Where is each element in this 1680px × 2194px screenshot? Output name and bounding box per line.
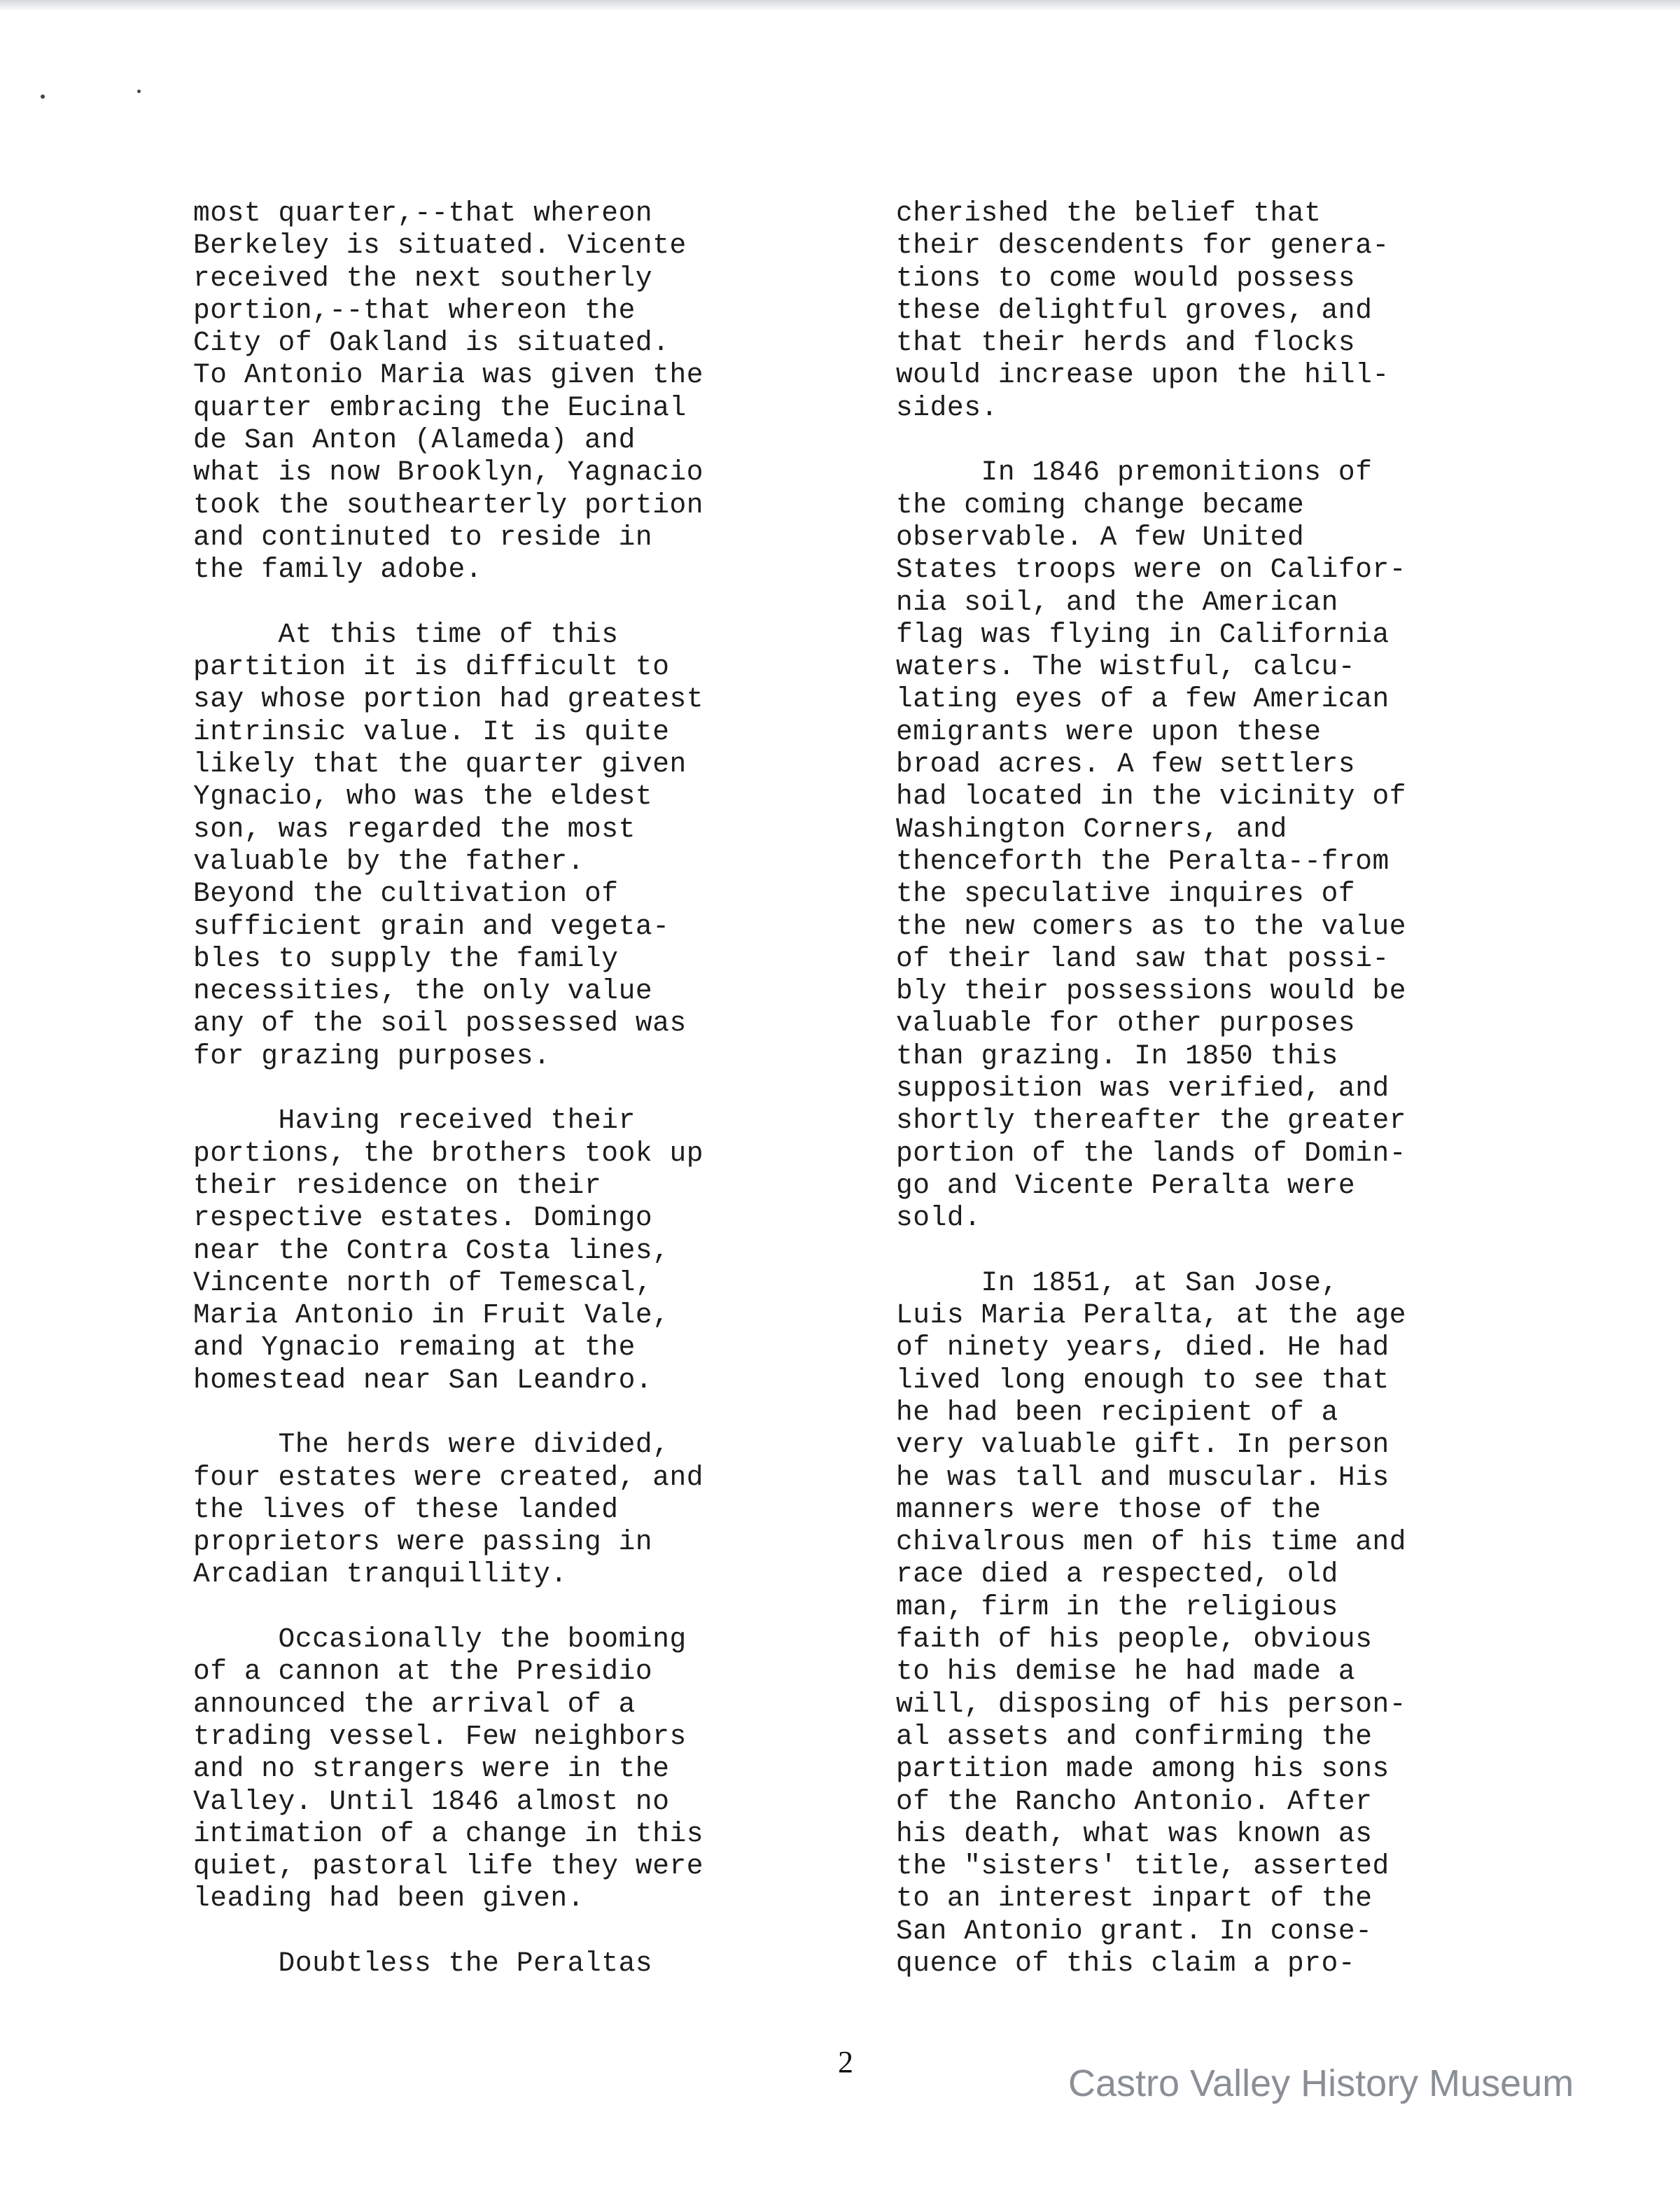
- text-line: Vincente north of Temescal,: [193, 1266, 653, 1299]
- paragraph-gap: [193, 1591, 798, 1623]
- text-line: say whose portion had greatest: [193, 683, 704, 715]
- text-line: will, disposing of his person-: [896, 1688, 1407, 1720]
- text-line: trading vessel. Few neighbors: [193, 1720, 687, 1752]
- paragraph-gap: [896, 1235, 1501, 1267]
- text-line: likely that the quarter given: [193, 748, 687, 781]
- text-line: any of the soil possessed was: [193, 1007, 687, 1040]
- paragraph-gap: [193, 587, 798, 619]
- text-line: flag was flying in California: [896, 618, 1390, 650]
- text-line: bles to supply the family: [193, 942, 619, 974]
- text-line: the lives of these landed: [193, 1493, 619, 1525]
- text-line: necessities, the only value: [193, 975, 653, 1007]
- text-line: Doubtless the Peraltas: [193, 1948, 653, 1980]
- text-line: his death, what was known as: [896, 1817, 1373, 1850]
- text-line: observable. A few United: [896, 521, 1305, 553]
- text-line: the "sisters' title, asserted: [896, 1850, 1390, 1882]
- text-line: announced the arrival of a: [193, 1688, 636, 1720]
- text-line: quarter embracing the Eucinal: [193, 391, 687, 424]
- text-line: faith of his people, obvious: [896, 1623, 1373, 1656]
- text-line: son, was regarded the most: [193, 813, 636, 845]
- text-line: Occasionally the booming: [193, 1623, 687, 1656]
- text-line: portion,--that whereon the: [193, 294, 636, 326]
- text-line: Ygnacio, who was the eldest: [193, 781, 653, 813]
- text-line: lived long enough to see that: [896, 1364, 1390, 1396]
- text-line: valuable by the father.: [193, 845, 584, 877]
- scan-top-edge: [0, 0, 1680, 11]
- text-line: he was tall and muscular. His: [896, 1461, 1390, 1493]
- text-line: Maria Antonio in Fruit Vale,: [193, 1299, 670, 1332]
- text-line: to an interest inpart of the: [896, 1882, 1373, 1915]
- page-number: 2: [838, 2045, 853, 2079]
- text-line: four estates were created, and: [193, 1461, 704, 1493]
- text-line: for grazing purposes.: [193, 1040, 551, 1072]
- text-line: Arcadian tranquillity.: [193, 1558, 568, 1591]
- text-line: de San Anton (Alameda) and: [193, 424, 636, 456]
- text-line: emigrants were upon these: [896, 715, 1322, 748]
- text-line: go and Vicente Peralta were: [896, 1169, 1356, 1201]
- text-line: Beyond the cultivation of: [193, 878, 619, 910]
- text-line: than grazing. In 1850 this: [896, 1040, 1338, 1072]
- text-line: portions, the brothers took up: [193, 1137, 704, 1169]
- text-line: the new comers as to the value: [896, 910, 1407, 942]
- text-line: of their land saw that possi-: [896, 942, 1390, 974]
- text-line: sufficient grain and vegeta-: [193, 910, 670, 942]
- text-line: In 1846 premonitions of: [896, 456, 1373, 489]
- text-line: partition it is difficult to: [193, 651, 670, 683]
- text-line: broad acres. A few settlers: [896, 748, 1356, 781]
- text-line: cherished the belief that: [896, 197, 1322, 229]
- text-line: The herds were divided,: [193, 1429, 670, 1461]
- left-column: [193, 197, 798, 1980]
- text-line: homestead near San Leandro.: [193, 1364, 653, 1396]
- text-line: portion of the lands of Domin-: [896, 1137, 1407, 1169]
- text-line: man, firm in the religious: [896, 1591, 1338, 1623]
- text-line: San Antonio grant. In conse-: [896, 1915, 1373, 1947]
- text-line: would increase upon the hill-: [896, 359, 1390, 391]
- text-line: manners were those of the: [896, 1493, 1322, 1525]
- text-line: In 1851, at San Jose,: [896, 1266, 1338, 1299]
- text-line: received the next southerly: [193, 262, 653, 294]
- text-line: he had been recipient of a: [896, 1396, 1338, 1428]
- text-line: Berkeley is situated. Vicente: [193, 230, 687, 262]
- text-line: intrinsic value. It is quite: [193, 715, 670, 748]
- text-line: had located in the vicinity of: [896, 781, 1407, 813]
- text-line: these delightful groves, and: [896, 294, 1373, 326]
- paragraph-gap: [193, 1915, 798, 1948]
- right-column: [896, 197, 1501, 1980]
- scan-speck: [41, 95, 45, 99]
- text-line: leading had been given.: [193, 1882, 584, 1915]
- text-line: sides.: [896, 391, 998, 424]
- text-line: that their herds and flocks: [896, 327, 1356, 359]
- paragraph-gap: [193, 1072, 798, 1105]
- text-line: intimation of a change in this: [193, 1817, 704, 1850]
- text-line: and continuted to reside in: [193, 521, 653, 553]
- text-line: the speculative inquires of: [896, 878, 1356, 910]
- text-line: Valley. Until 1846 almost no: [193, 1785, 670, 1817]
- text-line: very valuable gift. In person: [896, 1429, 1390, 1461]
- text-line: respective estates. Domingo: [193, 1202, 653, 1234]
- text-line: Luis Maria Peralta, at the age: [896, 1299, 1407, 1332]
- text-line: lating eyes of a few American: [896, 683, 1390, 715]
- text-line: partition made among his sons: [896, 1753, 1390, 1785]
- text-line: bly their possessions would be: [896, 975, 1407, 1007]
- paragraph-gap: [193, 1397, 798, 1429]
- text-line: supposition was verified, and: [896, 1072, 1390, 1105]
- text-line: quence of this claim a pro-: [896, 1948, 1356, 1980]
- text-line: near the Contra Costa lines,: [193, 1234, 670, 1266]
- text-line: At this time of this: [193, 618, 619, 650]
- text-line: of a cannon at the Presidio: [193, 1656, 653, 1688]
- text-line: nia soil, and the American: [896, 586, 1338, 618]
- text-line: the family adobe.: [193, 554, 483, 586]
- text-line: waters. The wistful, calcu-: [896, 651, 1356, 683]
- text-line: chivalrous men of his time and: [896, 1526, 1407, 1558]
- text-line: valuable for other purposes: [896, 1007, 1356, 1040]
- text-line: sold.: [896, 1202, 981, 1234]
- text-line: the coming change became: [896, 489, 1305, 521]
- text-line: of the Rancho Antonio. After: [896, 1785, 1373, 1817]
- text-line: quiet, pastoral life they were: [193, 1850, 704, 1882]
- text-line: most quarter,--that whereon: [193, 197, 653, 229]
- text-line: shortly thereafter the greater: [896, 1105, 1407, 1137]
- text-line: and Ygnacio remaing at the: [193, 1332, 636, 1364]
- text-line: al assets and confirming the: [896, 1720, 1373, 1752]
- text-line: Having received their: [193, 1105, 636, 1137]
- text-line: race died a respected, old: [896, 1558, 1338, 1591]
- scan-speck: [137, 90, 141, 93]
- text-line: their descendents for genera-: [896, 230, 1390, 262]
- text-line: proprietors were passing in: [193, 1526, 653, 1558]
- text-line: thenceforth the Peralta--from: [896, 845, 1390, 877]
- text-line: their residence on their: [193, 1169, 602, 1201]
- museum-watermark: Castro Valley History Museum: [1068, 2062, 1574, 2104]
- text-line: States troops were on Califor-: [896, 554, 1407, 586]
- text-line: what is now Brooklyn, Yagnacio: [193, 456, 704, 489]
- text-line: and no strangers were in the: [193, 1753, 670, 1785]
- text-line: Washington Corners, and: [896, 813, 1287, 845]
- paragraph-gap: [896, 424, 1501, 456]
- text-line: of ninety years, died. He had: [896, 1332, 1390, 1364]
- text-line: to his demise he had made a: [896, 1656, 1356, 1688]
- text-line: tions to come would possess: [896, 262, 1356, 294]
- text-line: To Antonio Maria was given the: [193, 359, 704, 391]
- text-line: took the southearterly portion: [193, 489, 704, 521]
- text-line: City of Oakland is situated.: [193, 327, 670, 359]
